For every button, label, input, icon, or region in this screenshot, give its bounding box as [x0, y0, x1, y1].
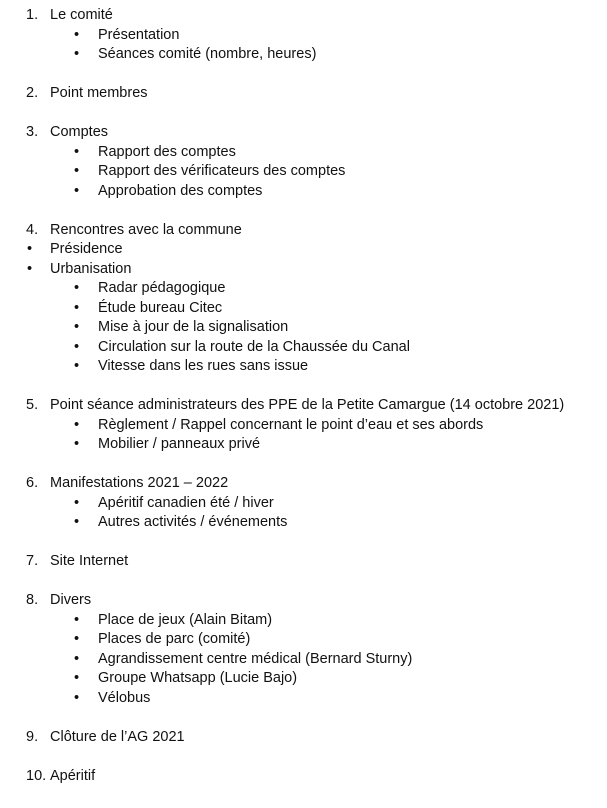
sub-item: [0, 513, 607, 533]
sub-item: [0, 45, 607, 65]
item-number: 8.: [26, 592, 39, 608]
item-number: 4.: [26, 221, 39, 238]
spacer: [0, 708, 607, 728]
bullet-icon: •: [74, 514, 80, 530]
sub-item: [0, 299, 607, 319]
bullet-icon: •: [74, 494, 80, 511]
agenda-item: [0, 396, 607, 416]
sub-item: [0, 416, 607, 436]
bullet-icon: •: [74, 650, 80, 667]
sub-item: [0, 318, 607, 338]
sub-item-label: Radar pédagogique: [98, 280, 226, 296]
bullet-icon: •: [74, 319, 80, 335]
sub-item: [0, 279, 607, 299]
item-title: Apéritif: [50, 767, 96, 784]
agenda-item: [0, 767, 607, 787]
bullet-icon: •: [74, 280, 80, 296]
item-title: Rencontres avec la commune: [50, 221, 242, 238]
sub-item: [0, 26, 607, 46]
agenda-item: [0, 728, 607, 748]
sub-item-label: Autres activités / événements: [98, 514, 288, 530]
sub-item: [0, 630, 607, 650]
sub-item-label: Règlement / Rappel concernant le point d’eau et ses abords: [98, 416, 484, 433]
item-title: Site Internet: [50, 553, 129, 569]
sub-item-label: Vitesse dans les rues sans issue: [98, 358, 309, 374]
bullet-icon: •: [74, 670, 80, 686]
sub-item-label: Étude bureau Citec: [98, 299, 223, 316]
item-number: 7.: [26, 553, 39, 569]
spacer: [0, 572, 607, 592]
bullet-icon: •: [74, 26, 80, 43]
agenda-document: [0, 6, 607, 786]
sub-item: [0, 182, 607, 202]
sub-item-label: Vélobus: [98, 689, 151, 706]
sub-item: [0, 611, 607, 631]
sub-item-label: Apéritif canadien été / hiver: [98, 494, 274, 511]
sub-item: [0, 435, 607, 455]
bullet-item: [0, 260, 607, 280]
sub-item: [0, 143, 607, 163]
agenda-item: [0, 123, 607, 143]
bullet-icon: •: [74, 46, 80, 62]
item-number: 3.: [26, 124, 39, 140]
agenda-item: [0, 6, 607, 26]
bullet-icon: •: [74, 611, 80, 628]
bullet-icon: •: [74, 416, 80, 433]
sub-item: [0, 689, 607, 709]
sub-item-label: Groupe Whatsapp (Lucie Bajo): [98, 670, 298, 686]
item-title: Manifestations 2021 – 2022: [50, 475, 229, 491]
spacer: [0, 747, 607, 767]
bullet-item: [0, 240, 607, 260]
bullet-item-label: Urbanisation: [50, 260, 132, 277]
bullet-icon: •: [74, 143, 80, 160]
sub-item-label: Séances comité (nombre, heures): [98, 46, 317, 62]
item-number: 10.: [26, 767, 47, 784]
item-number: 1.: [26, 7, 39, 23]
spacer: [0, 377, 607, 397]
bullet-icon: •: [74, 163, 80, 179]
sub-item: [0, 650, 607, 670]
bullet-icon: •: [74, 299, 80, 316]
agenda-item: [0, 591, 607, 611]
item-title: Point séance administrateurs des PPE de la Petite Camargue (14 octobre 2021): [50, 397, 565, 413]
agenda-item: [0, 84, 607, 104]
sub-item-label: Mobilier / panneaux privé: [98, 436, 261, 452]
item-title: Comptes: [50, 124, 109, 140]
bullet-icon: •: [74, 631, 80, 647]
sub-item-label: Places de parc (comité): [98, 631, 251, 647]
spacer: [0, 533, 607, 553]
agenda-item: [0, 474, 607, 494]
spacer: [0, 65, 607, 85]
agenda-item: [0, 552, 607, 572]
bullet-icon: •: [74, 689, 80, 706]
sub-item-label: Présentation: [98, 26, 180, 43]
item-title: Divers: [50, 592, 92, 608]
bullet-icon: •: [74, 436, 80, 452]
sub-item-label: Rapport des comptes: [98, 143, 236, 160]
bullet-icon: •: [27, 260, 33, 277]
sub-item-label: Agrandissement centre médical (Bernard Sturny): [98, 650, 413, 667]
item-title: Point membres: [50, 85, 148, 101]
item-number: 6.: [26, 475, 39, 491]
item-number: 5.: [26, 397, 39, 413]
bullet-item-label: Présidence: [50, 241, 123, 257]
item-title: Le comité: [50, 7, 113, 23]
bullet-icon: •: [74, 182, 80, 199]
sub-item-label: Rapport des vérificateurs des comptes: [98, 163, 346, 179]
sub-item: [0, 357, 607, 377]
sub-item: [0, 494, 607, 514]
sub-item: [0, 162, 607, 182]
bullet-icon: •: [27, 241, 33, 257]
bullet-icon: •: [74, 358, 80, 374]
item-number: 2.: [26, 85, 39, 101]
sub-item-label: Approbation des comptes: [98, 182, 263, 199]
sub-item-label: Place de jeux (Alain Bitam): [98, 611, 273, 628]
agenda-item: [0, 221, 607, 241]
sub-item: [0, 669, 607, 689]
sub-item-label: Mise à jour de la signalisation: [98, 319, 289, 335]
spacer: [0, 201, 607, 221]
item-title: Clôture de l’AG 2021: [50, 728, 185, 745]
spacer: [0, 455, 607, 475]
sub-item: [0, 338, 607, 358]
item-number: 9.: [26, 728, 39, 745]
spacer: [0, 104, 607, 124]
sub-item-label: Circulation sur la route de la Chaussée du Canal: [98, 338, 410, 355]
bullet-icon: •: [74, 338, 80, 355]
